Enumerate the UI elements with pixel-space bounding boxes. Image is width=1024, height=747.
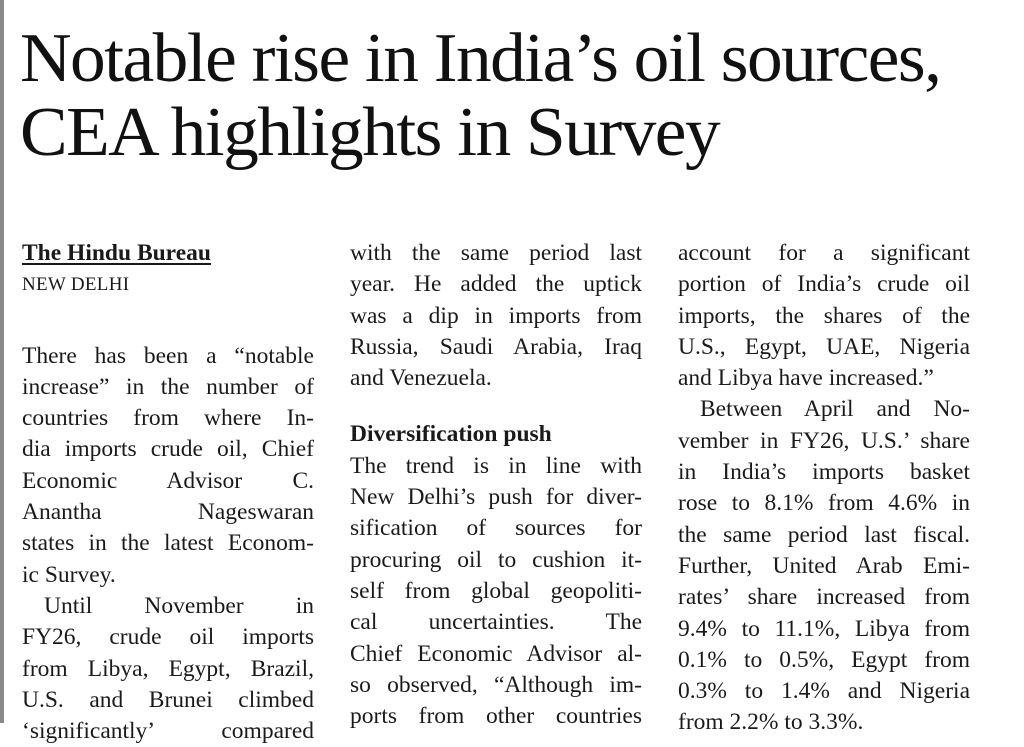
body-text-line: vember in FY26, U.S.’ share	[678, 427, 970, 454]
headline	[20, 22, 941, 170]
body-text-line: rates’ share increased from	[678, 584, 970, 611]
body-text-line: 0.3% to 1.4% and Nigeria	[678, 678, 970, 705]
body-text-line: Russia, Saudi Arabia, Iraq	[350, 333, 642, 360]
subheading: Diversification push	[350, 421, 552, 448]
body-text-line: New Delhi’s push for diver-	[350, 484, 642, 511]
headline-line-1: Notable rise in India’s oil sources,	[20, 20, 941, 97]
body-text-line: Anantha Nageswaran	[22, 499, 314, 526]
spacer	[22, 301, 314, 341]
body-text-line: increase” in the number of	[22, 373, 314, 400]
body-text-line: 9.4% to 11.1%, Libya from	[678, 615, 970, 642]
body-text-line: self from global geopoliti-	[350, 577, 642, 604]
article-column-3	[678, 238, 970, 739]
body-text-line: Further, United Arab Emi-	[678, 552, 970, 579]
body-text-line: with the same period last	[350, 240, 642, 266]
body-text-line: dia imports crude oil, Chief	[22, 436, 314, 463]
body-text-line: the same period last fiscal.	[678, 521, 970, 548]
body-text-line: ic Survey.	[22, 561, 116, 588]
body-text-line: FY26, crude oil imports	[22, 624, 314, 651]
spacer	[350, 394, 642, 419]
body-text-line: so observed, “Although im-	[350, 671, 642, 698]
body-text-line: cal uncertainties. The	[350, 609, 642, 636]
body-text-line: Between April and No-	[700, 396, 970, 423]
body-text-line: states in the latest Econom-	[22, 530, 314, 557]
body-text-line: sification of sources for	[350, 515, 642, 542]
article-column-2	[350, 238, 642, 732]
body-text-line: and Libya have increased.”	[678, 365, 934, 392]
body-text-line: 0.1% to 0.5%, Egypt from	[678, 646, 970, 673]
body-text-line: ‘significantly’ compared	[22, 718, 314, 745]
body-text-line: rose to 8.1% from 4.6% in	[678, 490, 970, 517]
article-column-1	[22, 238, 314, 747]
body-text-line: year. He added the uptick	[350, 271, 642, 298]
headline-line-2: CEA highlights in Survey	[20, 94, 720, 171]
body-text-line: Until November in	[44, 592, 314, 619]
body-text-line: account for a significant	[678, 240, 970, 266]
byline[interactable]: The Hindu Bureau	[22, 240, 211, 266]
body-text-line: U.S., Egypt, UAE, Nigeria	[678, 333, 970, 360]
body-text-line: Chief Economic Advisor al-	[350, 640, 642, 667]
body-text-line: The trend is in line with	[350, 452, 642, 479]
body-text-line: was a dip in imports from	[350, 302, 642, 329]
body-text-line: Economic Advisor C.	[22, 467, 314, 494]
body-text-line: from 2.2% to 3.3%.	[678, 709, 864, 736]
dateline: NEW DELHI	[22, 274, 130, 296]
body-text-line: from Libya, Egypt, Brazil,	[22, 655, 314, 682]
column-rule	[0, 0, 4, 723]
body-text-line: imports, the shares of the	[678, 302, 970, 329]
body-text-line: portion of India’s crude oil	[678, 271, 970, 298]
body-text-line: U.S. and Brunei climbed	[22, 686, 314, 713]
body-text-line: There has been a “notable	[22, 342, 314, 369]
body-text-line: procuring oil to cushion it-	[350, 546, 642, 573]
body-text-line: countries from where In-	[22, 405, 314, 432]
body-text-line: in India’s imports basket	[678, 459, 970, 486]
body-text-line: and Venezuela.	[350, 365, 492, 392]
body-text-line: ports from other countries	[350, 703, 642, 730]
